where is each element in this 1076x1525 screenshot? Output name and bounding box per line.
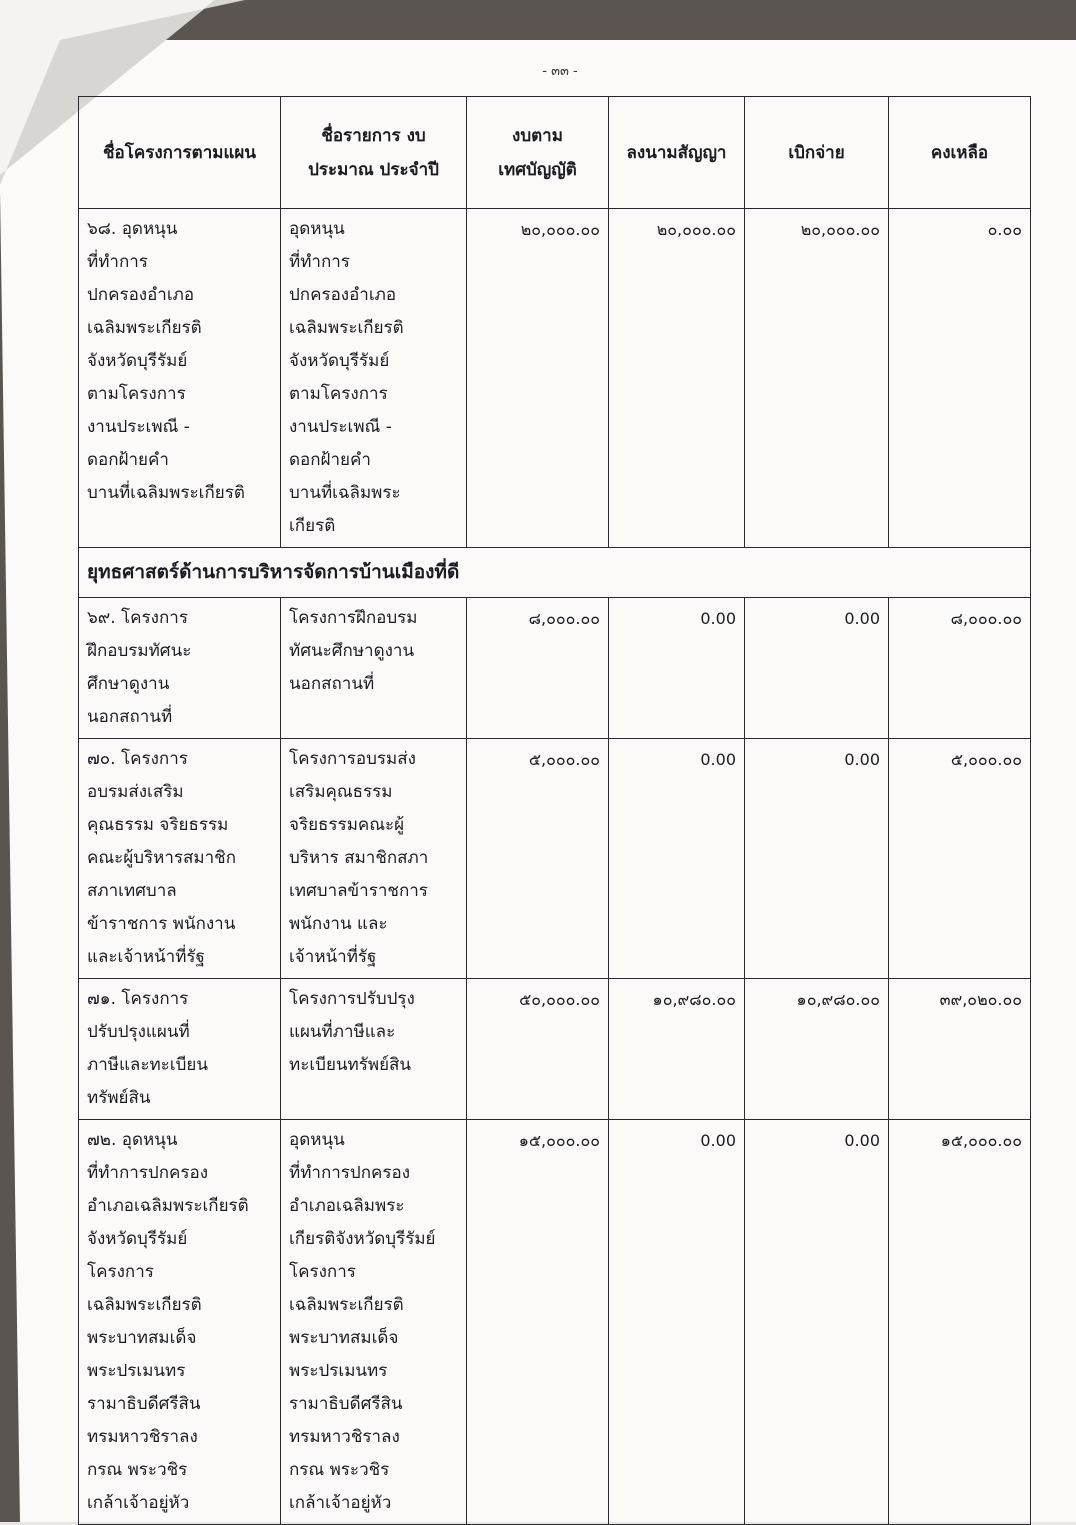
- budget-table: [78, 96, 1031, 1525]
- table-row: [79, 598, 1031, 739]
- remaining-amount: ๓๙,๐๒๐.๐๐: [889, 979, 1031, 1120]
- disbursed-amount: ๑๐,๙๘๐.๐๐: [745, 979, 889, 1120]
- table-row: [79, 209, 1031, 548]
- contract-amount: ๑๐,๙๘๐.๐๐: [609, 979, 745, 1120]
- budget-amount: ๘,๐๐๐.๐๐: [467, 598, 609, 739]
- item-name: อุดหนุน ที่ทำการปกครอง อำเภอเฉลิมพระ เกียรติจังหวัดบุรีรัมย์ โครงการ เฉลิมพระเกียรติ พระบาทสมเด็จ พระปรเมนทร รามาธิบดีศรีสิน ทรมหาวชิราลง กรณ พระวชิร เกล้าเจ้าอยู่หัว: [281, 1120, 467, 1525]
- item-name: อุดหนุน ที่ทำการ ปกครองอำเภอ เฉลิมพระเกียรติ จังหวัดบุรีรัมย์ ตามโครงการ งานประเพณี - ดอกฝ้ายคำ บานที่เฉลิมพระ เกียรติ: [281, 209, 467, 548]
- strategy-row: [79, 548, 1031, 598]
- budget-amount: ๕๐,๐๐๐.๐๐: [467, 979, 609, 1120]
- contract-amount: 0.00: [609, 1120, 745, 1525]
- disbursed-amount: 0.00: [745, 1120, 889, 1525]
- budget-amount: ๒๐,๐๐๐.๐๐: [467, 209, 609, 548]
- disbursed-amount: ๒๐,๐๐๐.๐๐: [745, 209, 889, 548]
- table-row: [79, 739, 1031, 979]
- project-name: ๗๒. อุดหนุน ที่ทำการปกครอง อำเภอเฉลิมพระเกียรติ จังหวัดบุรีรัมย์ โครงการ เฉลิมพระเกียรติ พระบาทสมเด็จ พระปรเมนทร รามาธิบดีศรีสิน ทรมหาวชิราลง กรณ พระวชิร เกล้าเจ้าอยู่หัว: [79, 1120, 281, 1525]
- table-row: [79, 979, 1031, 1120]
- table-row: [79, 1120, 1031, 1525]
- header-contract: ลงนามสัญญา: [609, 97, 745, 209]
- project-name: ๖๙. โครงการ ฝึกอบรมทัศนะ ศึกษาดูงาน นอกสถานที่: [79, 598, 281, 739]
- header-project: ชื่อโครงการตามแผน: [79, 97, 281, 209]
- disbursed-amount: 0.00: [745, 598, 889, 739]
- table-header-row: [79, 97, 1031, 209]
- remaining-amount: ๑๕,๐๐๐.๐๐: [889, 1120, 1031, 1525]
- header-remaining: คงเหลือ: [889, 97, 1031, 209]
- project-name: ๗๐. โครงการ อบรมส่งเสริม คุณธรรม จริยธรรม คณะผู้บริหารสมาชิก สภาเทศบาล ข้าราชการ พนักงาน และเจ้าหน้าที่รัฐ: [79, 739, 281, 979]
- budget-amount: ๑๕,๐๐๐.๐๐: [467, 1120, 609, 1525]
- project-name: ๗๑. โครงการ ปรับปรุงแผนที่ ภาษีและทะเบียน ทรัพย์สิน: [79, 979, 281, 1120]
- item-name: โครงการอบรมส่ง เสริมคุณธรรม จริยธรรมคณะผู้ บริหาร สมาชิกสภา เทศบาลข้าราชการ พนักงาน และ เจ้าหน้าที่รัฐ: [281, 739, 467, 979]
- contract-amount: ๒๐,๐๐๐.๐๐: [609, 209, 745, 548]
- remaining-amount: ๕,๐๐๐.๐๐: [889, 739, 1031, 979]
- project-name: ๖๘. อุดหนุน ที่ทำการ ปกครองอำเภอ เฉลิมพระเกียรติ จังหวัดบุรีรัมย์ ตามโครงการ งานประเพณี - ดอกฝ้ายคำ บานที่เฉลิมพระเกียรติ: [79, 209, 281, 548]
- item-name: โครงการปรับปรุง แผนที่ภาษีและ ทะเบียนทรัพย์สิน: [281, 979, 467, 1120]
- item-name: โครงการฝึกอบรม ทัศนะศึกษาดูงาน นอกสถานที่: [281, 598, 467, 739]
- strategy-title: ยุทธศาสตร์ด้านการบริหารจัดการบ้านเมืองที่ดี: [79, 548, 1031, 598]
- remaining-amount: ๐.๐๐: [889, 209, 1031, 548]
- contract-amount: 0.00: [609, 598, 745, 739]
- contract-amount: 0.00: [609, 739, 745, 979]
- disbursed-amount: 0.00: [745, 739, 889, 979]
- page-number: - ๓๓ -: [542, 64, 578, 79]
- header-item: ชื่อรายการ งบประมาณ ประจำปี: [281, 97, 467, 209]
- header-disbursed: เบิกจ่าย: [745, 97, 889, 209]
- remaining-amount: ๘,๐๐๐.๐๐: [889, 598, 1031, 739]
- budget-amount: ๕,๐๐๐.๐๐: [467, 739, 609, 979]
- header-budget: งบตาม เทศบัญญัติ: [467, 97, 609, 209]
